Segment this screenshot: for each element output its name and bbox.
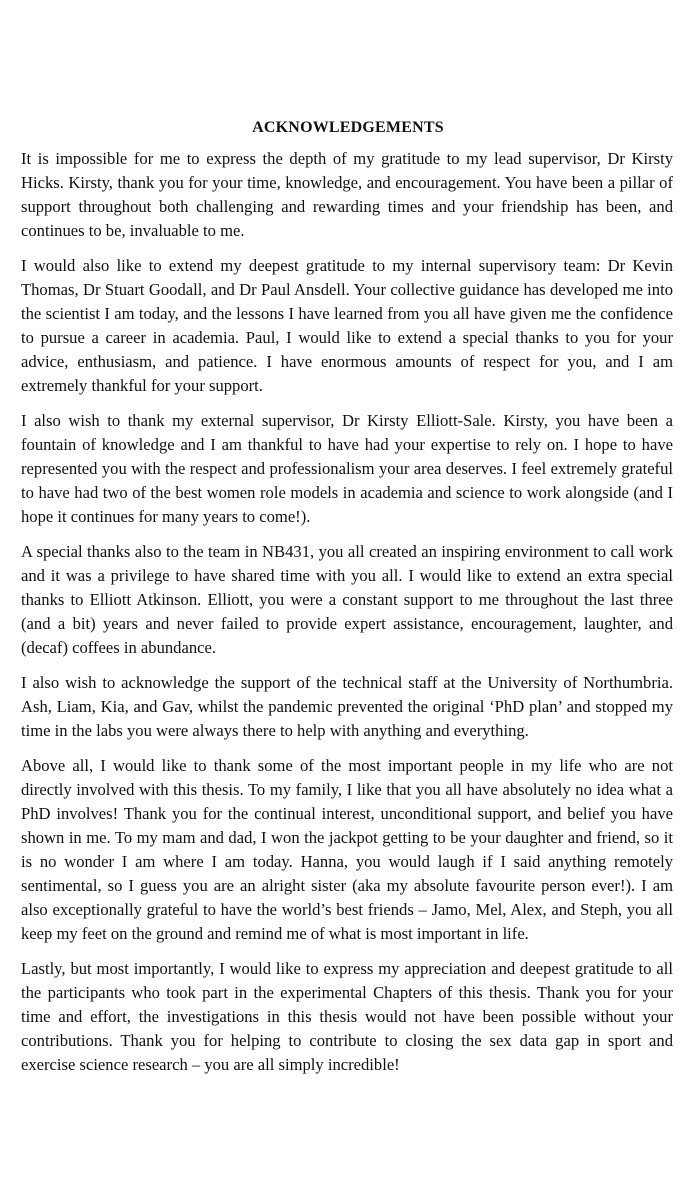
paragraph-family-and-friends: Above all, I would like to thank some of the most important people in my life who are not directly involved with this thesis. To my family, I like that you all have absolutely no idea what a PhD involves! Thank you for the continual interest, unconditional support, and belief you have shown in me. To my mam and dad, I won the jackpot getting to be your daughter and friend, so it is no wonder I am where I am today. Hanna, you would laugh if I said anything remotely sentimental, so I guess you are an alright sister (aka my absolute favourite person ever!). I am also exceptionally grateful to have the world’s best friends – Jamo, Mel, Alex, and Steph, you all keep my feet on the ground and remind me of what is most important in life. xyxy=(21,756,673,943)
paragraph-participants: Lastly, but most importantly, I would like to express my appreciation and deepest gratitude to all the participants who took part in the experimental Chapters of this thesis. Thank you for your time and effort, the investigations in this thesis would not have been possible without your contributions. Thank you for helping to contribute to closing the sex data gap in sport and exercise science research – you are all simply incredible! xyxy=(21,959,673,1074)
paragraph-internal-supervisory-team: I would also like to extend my deepest gratitude to my internal supervisory team: Dr Kevin Thomas, Dr Stuart Goodall, and Dr Paul Ansdell. Your collective guidance has developed me into the scientist I am today, and the lessons I have learned from you all have given me the confidence to pursue a career in academia. Paul, I would like to extend a special thanks to you for your advice, enthusiasm, and patience. I have enormous amounts of respect for you, and I am extremely thankful for your support. xyxy=(21,256,673,395)
paragraph-technical-staff: I also wish to acknowledge the support of the technical staff at the University of Northumbria. Ash, Liam, Kia, and Gav, whilst the pandemic prevented the original ‘PhD plan’ and stopped my time in the labs you were always there to help with anything and everything. xyxy=(21,673,673,740)
paragraph-lead-supervisor: It is impossible for me to express the depth of my gratitude to my lead supervisor, Dr Kirsty Hicks. Kirsty, thank you for your time, knowledge, and encouragement. You have been a pillar of support throughout both challenging and rewarding times and your friendship has been, and continues to be, invaluable to me. xyxy=(21,149,673,240)
page-title: ACKNOWLEDGEMENTS xyxy=(252,119,444,136)
acknowledgements-body xyxy=(21,147,673,1088)
paragraph-nb431-team: A special thanks also to the team in NB431, you all created an inspiring environment to call work and it was a privilege to have shared time with you all. I would like to extend an extra special thanks to Elliott Atkinson. Elliott, you were a constant support to me throughout the last three (and a bit) years and never failed to provide expert assistance, encouragement, laughter, and (decaf) coffees in abundance. xyxy=(21,542,673,657)
paragraph-external-supervisor: I also wish to thank my external supervisor, Dr Kirsty Elliott-Sale. Kirsty, you have been a fountain of knowledge and I am thankful to have had your expertise to rely on. I hope to have represented you with the respect and professionalism your area deserves. I feel extremely grateful to have had two of the best women role models in academia and science to work alongside (and I hope it continues for many years to come!). xyxy=(21,411,673,526)
